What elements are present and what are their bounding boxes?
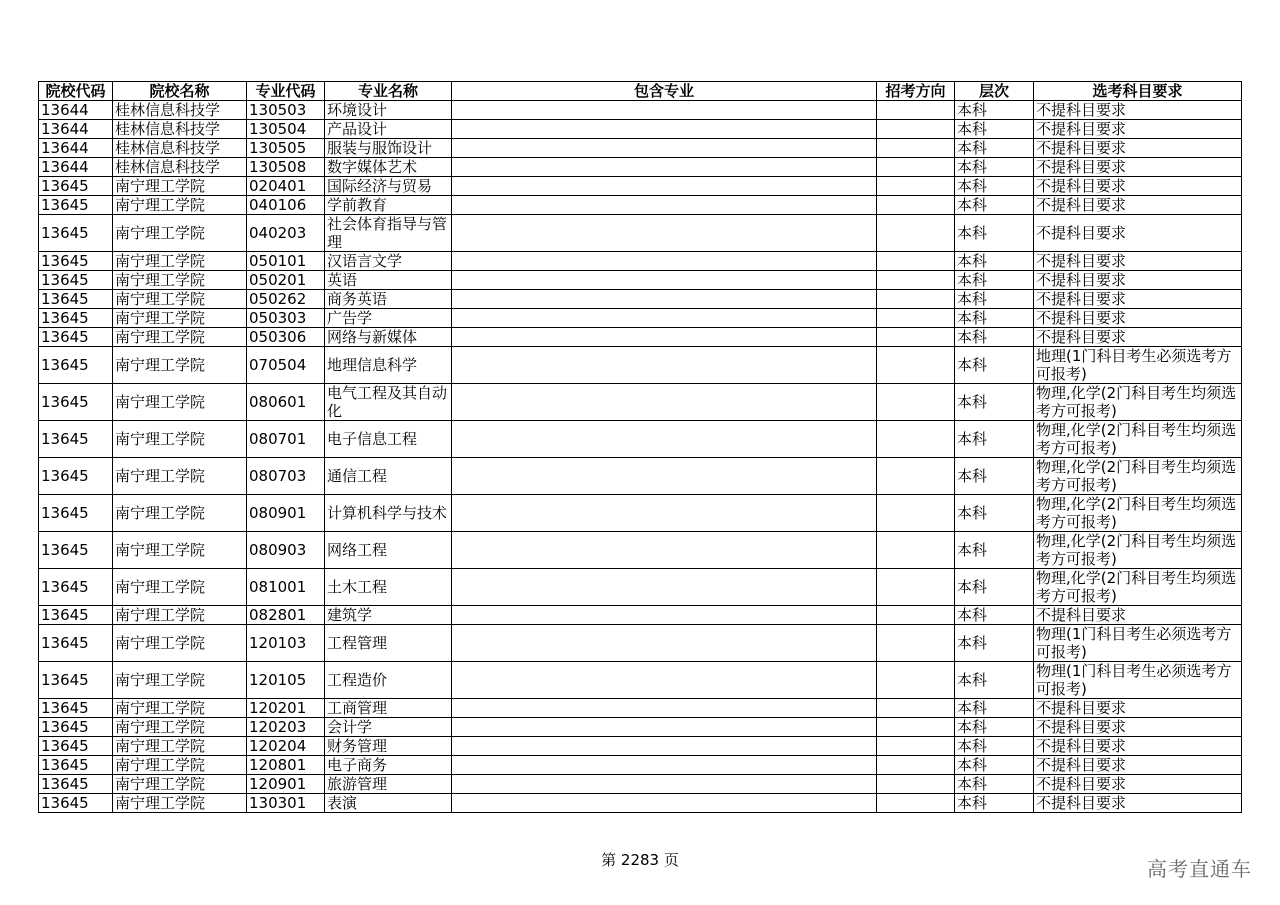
table-row <box>39 384 1242 421</box>
included-majors-cell <box>452 569 877 606</box>
direction-cell <box>877 775 955 794</box>
school-name-cell: 桂林信息科技学 <box>113 139 247 158</box>
level-cell: 本科 <box>955 421 1034 458</box>
table-row <box>39 252 1242 271</box>
school-name-cell: 南宁理工学院 <box>113 309 247 328</box>
major-name-cell: 通信工程 <box>325 458 452 495</box>
subject-requirement-cell: 不提科目要求 <box>1034 290 1242 309</box>
major-name-cell: 建筑学 <box>325 606 452 625</box>
table-row <box>39 756 1242 775</box>
school-code-cell: 13645 <box>39 794 113 813</box>
level-cell: 本科 <box>955 569 1034 606</box>
direction-cell <box>877 252 955 271</box>
school-name-cell: 南宁理工学院 <box>113 215 247 252</box>
table-row <box>39 495 1242 532</box>
direction-cell <box>877 158 955 177</box>
direction-cell <box>877 495 955 532</box>
table-row <box>39 737 1242 756</box>
major-code-cell: 070504 <box>247 347 325 384</box>
direction-cell <box>877 662 955 699</box>
school-name-cell: 南宁理工学院 <box>113 756 247 775</box>
subject-requirement-cell: 不提科目要求 <box>1034 215 1242 252</box>
major-name-cell: 土木工程 <box>325 569 452 606</box>
major-code-cell: 050306 <box>247 328 325 347</box>
level-cell: 本科 <box>955 532 1034 569</box>
included-majors-cell <box>452 699 877 718</box>
school-name-cell: 南宁理工学院 <box>113 290 247 309</box>
major-code-cell: 080601 <box>247 384 325 421</box>
subject-requirement-cell: 不提科目要求 <box>1034 699 1242 718</box>
school-code-cell: 13645 <box>39 252 113 271</box>
header-school-name: 院校名称 <box>113 82 247 101</box>
major-code-cell: 040203 <box>247 215 325 252</box>
direction-cell <box>877 290 955 309</box>
major-name-cell: 旅游管理 <box>325 775 452 794</box>
table-row <box>39 794 1242 813</box>
level-cell: 本科 <box>955 699 1034 718</box>
school-code-cell: 13645 <box>39 532 113 569</box>
included-majors-cell <box>452 158 877 177</box>
level-cell: 本科 <box>955 290 1034 309</box>
subject-requirement-cell: 物理(1门科目考生必须选考方可报考) <box>1034 662 1242 699</box>
major-code-cell: 080903 <box>247 532 325 569</box>
school-code-cell: 13645 <box>39 662 113 699</box>
subject-requirement-cell: 物理,化学(2门科目考生均须选考方可报考) <box>1034 384 1242 421</box>
school-name-cell: 南宁理工学院 <box>113 606 247 625</box>
major-code-cell: 050303 <box>247 309 325 328</box>
subject-requirement-cell: 不提科目要求 <box>1034 756 1242 775</box>
subject-requirement-cell: 不提科目要求 <box>1034 775 1242 794</box>
direction-cell <box>877 737 955 756</box>
major-code-cell: 080901 <box>247 495 325 532</box>
table-row <box>39 421 1242 458</box>
direction-cell <box>877 328 955 347</box>
major-code-cell: 050262 <box>247 290 325 309</box>
direction-cell <box>877 196 955 215</box>
major-name-cell: 产品设计 <box>325 120 452 139</box>
school-code-cell: 13644 <box>39 120 113 139</box>
school-name-cell: 南宁理工学院 <box>113 347 247 384</box>
school-code-cell: 13645 <box>39 699 113 718</box>
school-code-cell: 13644 <box>39 158 113 177</box>
subject-requirement-cell: 不提科目要求 <box>1034 737 1242 756</box>
subject-requirement-cell: 物理(1门科目考生必须选考方可报考) <box>1034 625 1242 662</box>
table-row <box>39 101 1242 120</box>
header-included-majors: 包含专业 <box>452 82 877 101</box>
included-majors-cell <box>452 421 877 458</box>
major-name-cell: 学前教育 <box>325 196 452 215</box>
school-name-cell: 南宁理工学院 <box>113 699 247 718</box>
major-name-cell: 广告学 <box>325 309 452 328</box>
major-name-cell: 计算机科学与技术 <box>325 495 452 532</box>
school-name-cell: 南宁理工学院 <box>113 625 247 662</box>
major-code-cell: 120901 <box>247 775 325 794</box>
major-name-cell: 环境设计 <box>325 101 452 120</box>
direction-cell <box>877 625 955 662</box>
major-name-cell: 商务英语 <box>325 290 452 309</box>
page-number: 第 2283 页 <box>601 851 679 869</box>
direction-cell <box>877 718 955 737</box>
subject-requirement-cell: 物理,化学(2门科目考生均须选考方可报考) <box>1034 569 1242 606</box>
table-row <box>39 120 1242 139</box>
school-name-cell: 南宁理工学院 <box>113 177 247 196</box>
school-code-cell: 13645 <box>39 177 113 196</box>
table-row <box>39 196 1242 215</box>
school-name-cell: 南宁理工学院 <box>113 794 247 813</box>
school-name-cell: 南宁理工学院 <box>113 421 247 458</box>
included-majors-cell <box>452 606 877 625</box>
direction-cell <box>877 794 955 813</box>
school-name-cell: 南宁理工学院 <box>113 737 247 756</box>
school-name-cell: 南宁理工学院 <box>113 569 247 606</box>
direction-cell <box>877 569 955 606</box>
level-cell: 本科 <box>955 756 1034 775</box>
major-name-cell: 网络工程 <box>325 532 452 569</box>
subject-requirement-cell: 物理,化学(2门科目考生均须选考方可报考) <box>1034 458 1242 495</box>
major-code-cell: 020401 <box>247 177 325 196</box>
level-cell: 本科 <box>955 101 1034 120</box>
level-cell: 本科 <box>955 271 1034 290</box>
table-row <box>39 662 1242 699</box>
table-row <box>39 328 1242 347</box>
school-code-cell: 13645 <box>39 495 113 532</box>
major-code-cell: 120201 <box>247 699 325 718</box>
header-school-code: 院校代码 <box>39 82 113 101</box>
major-code-cell: 082801 <box>247 606 325 625</box>
direction-cell <box>877 271 955 290</box>
school-code-cell: 13645 <box>39 606 113 625</box>
direction-cell <box>877 756 955 775</box>
major-name-cell: 电子信息工程 <box>325 421 452 458</box>
major-name-cell: 社会体育指导与管理 <box>325 215 452 252</box>
school-code-cell: 13645 <box>39 309 113 328</box>
direction-cell <box>877 139 955 158</box>
school-code-cell: 13645 <box>39 215 113 252</box>
school-code-cell: 13645 <box>39 421 113 458</box>
subject-requirement-cell: 不提科目要求 <box>1034 328 1242 347</box>
direction-cell <box>877 384 955 421</box>
direction-cell <box>877 606 955 625</box>
school-name-cell: 南宁理工学院 <box>113 328 247 347</box>
major-code-cell: 130508 <box>247 158 325 177</box>
subject-requirement-cell: 不提科目要求 <box>1034 252 1242 271</box>
subject-requirement-cell: 物理,化学(2门科目考生均须选考方可报考) <box>1034 495 1242 532</box>
school-code-cell: 13645 <box>39 290 113 309</box>
header-level: 层次 <box>955 82 1034 101</box>
major-name-cell: 英语 <box>325 271 452 290</box>
table-row <box>39 775 1242 794</box>
included-majors-cell <box>452 625 877 662</box>
major-code-cell: 120801 <box>247 756 325 775</box>
school-name-cell: 南宁理工学院 <box>113 775 247 794</box>
subject-requirement-cell: 不提科目要求 <box>1034 120 1242 139</box>
included-majors-cell <box>452 794 877 813</box>
subject-requirement-cell: 不提科目要求 <box>1034 606 1242 625</box>
major-name-cell: 服装与服饰设计 <box>325 139 452 158</box>
major-name-cell: 数字媒体艺术 <box>325 158 452 177</box>
major-name-cell: 网络与新媒体 <box>325 328 452 347</box>
school-name-cell: 桂林信息科技学 <box>113 101 247 120</box>
major-name-cell: 表演 <box>325 794 452 813</box>
included-majors-cell <box>452 252 877 271</box>
direction-cell <box>877 699 955 718</box>
level-cell: 本科 <box>955 215 1034 252</box>
table-row <box>39 347 1242 384</box>
school-code-cell: 13644 <box>39 139 113 158</box>
school-name-cell: 南宁理工学院 <box>113 252 247 271</box>
table-row <box>39 458 1242 495</box>
included-majors-cell <box>452 196 877 215</box>
major-name-cell: 地理信息科学 <box>325 347 452 384</box>
major-code-cell: 050101 <box>247 252 325 271</box>
major-code-cell: 130505 <box>247 139 325 158</box>
school-name-cell: 南宁理工学院 <box>113 532 247 569</box>
table-row <box>39 606 1242 625</box>
direction-cell <box>877 309 955 328</box>
subject-requirement-cell: 不提科目要求 <box>1034 177 1242 196</box>
included-majors-cell <box>452 328 877 347</box>
table-row <box>39 177 1242 196</box>
direction-cell <box>877 421 955 458</box>
direction-cell <box>877 532 955 569</box>
school-name-cell: 桂林信息科技学 <box>113 158 247 177</box>
direction-cell <box>877 458 955 495</box>
included-majors-cell <box>452 458 877 495</box>
major-name-cell: 工商管理 <box>325 699 452 718</box>
included-majors-cell <box>452 271 877 290</box>
included-majors-cell <box>452 177 877 196</box>
school-code-cell: 13645 <box>39 196 113 215</box>
table-row <box>39 569 1242 606</box>
included-majors-cell <box>452 532 877 569</box>
subject-requirement-cell: 不提科目要求 <box>1034 196 1242 215</box>
level-cell: 本科 <box>955 347 1034 384</box>
major-name-cell: 财务管理 <box>325 737 452 756</box>
level-cell: 本科 <box>955 775 1034 794</box>
header-direction: 招考方向 <box>877 82 955 101</box>
subject-requirement-cell: 不提科目要求 <box>1034 309 1242 328</box>
major-name-cell: 汉语言文学 <box>325 252 452 271</box>
included-majors-cell <box>452 215 877 252</box>
major-name-cell: 工程管理 <box>325 625 452 662</box>
major-code-cell: 120204 <box>247 737 325 756</box>
school-code-cell: 13645 <box>39 756 113 775</box>
direction-cell <box>877 177 955 196</box>
table-row <box>39 718 1242 737</box>
table-row <box>39 158 1242 177</box>
school-code-cell: 13645 <box>39 625 113 662</box>
subject-requirement-cell: 地理(1门科目考生必须选考方可报考) <box>1034 347 1242 384</box>
subject-requirement-cell: 不提科目要求 <box>1034 718 1242 737</box>
included-majors-cell <box>452 495 877 532</box>
included-majors-cell <box>452 309 877 328</box>
included-majors-cell <box>452 120 877 139</box>
major-code-cell: 130503 <box>247 101 325 120</box>
included-majors-cell <box>452 718 877 737</box>
table-row <box>39 290 1242 309</box>
level-cell: 本科 <box>955 606 1034 625</box>
included-majors-cell <box>452 775 877 794</box>
school-code-cell: 13645 <box>39 737 113 756</box>
level-cell: 本科 <box>955 458 1034 495</box>
level-cell: 本科 <box>955 625 1034 662</box>
major-code-cell: 130504 <box>247 120 325 139</box>
school-name-cell: 南宁理工学院 <box>113 384 247 421</box>
school-name-cell: 南宁理工学院 <box>113 718 247 737</box>
major-code-cell: 040106 <box>247 196 325 215</box>
level-cell: 本科 <box>955 139 1034 158</box>
included-majors-cell <box>452 756 877 775</box>
school-code-cell: 13645 <box>39 271 113 290</box>
subject-requirement-cell: 不提科目要求 <box>1034 158 1242 177</box>
level-cell: 本科 <box>955 158 1034 177</box>
major-code-cell: 130301 <box>247 794 325 813</box>
major-code-cell: 120203 <box>247 718 325 737</box>
major-name-cell: 电气工程及其自动化 <box>325 384 452 421</box>
level-cell: 本科 <box>955 309 1034 328</box>
level-cell: 本科 <box>955 177 1034 196</box>
level-cell: 本科 <box>955 662 1034 699</box>
table-row <box>39 699 1242 718</box>
header-subject-requirement: 选考科目要求 <box>1034 82 1242 101</box>
school-name-cell: 南宁理工学院 <box>113 495 247 532</box>
school-code-cell: 13645 <box>39 328 113 347</box>
school-code-cell: 13645 <box>39 775 113 794</box>
table-row <box>39 215 1242 252</box>
school-code-cell: 13645 <box>39 458 113 495</box>
table-row <box>39 139 1242 158</box>
included-majors-cell <box>452 384 877 421</box>
direction-cell <box>877 101 955 120</box>
header-major-code: 专业代码 <box>247 82 325 101</box>
major-code-cell: 080703 <box>247 458 325 495</box>
table-row <box>39 309 1242 328</box>
direction-cell <box>877 215 955 252</box>
school-name-cell: 南宁理工学院 <box>113 458 247 495</box>
major-name-cell: 电子商务 <box>325 756 452 775</box>
included-majors-cell <box>452 101 877 120</box>
level-cell: 本科 <box>955 384 1034 421</box>
major-code-cell: 120105 <box>247 662 325 699</box>
table-body <box>39 101 1242 813</box>
school-code-cell: 13645 <box>39 347 113 384</box>
subject-requirement-cell: 物理,化学(2门科目考生均须选考方可报考) <box>1034 532 1242 569</box>
major-name-cell: 国际经济与贸易 <box>325 177 452 196</box>
school-code-cell: 13645 <box>39 718 113 737</box>
school-name-cell: 南宁理工学院 <box>113 662 247 699</box>
watermark: 高考直通车 <box>1147 857 1252 881</box>
table-header-row <box>39 82 1242 101</box>
school-code-cell: 13645 <box>39 569 113 606</box>
subject-requirement-cell: 不提科目要求 <box>1034 101 1242 120</box>
major-code-cell: 050201 <box>247 271 325 290</box>
level-cell: 本科 <box>955 196 1034 215</box>
included-majors-cell <box>452 662 877 699</box>
included-majors-cell <box>452 290 877 309</box>
table-row <box>39 625 1242 662</box>
school-code-cell: 13644 <box>39 101 113 120</box>
table-row <box>39 532 1242 569</box>
subject-requirement-cell: 不提科目要求 <box>1034 794 1242 813</box>
major-name-cell: 会计学 <box>325 718 452 737</box>
level-cell: 本科 <box>955 718 1034 737</box>
school-name-cell: 桂林信息科技学 <box>113 120 247 139</box>
header-major-name: 专业名称 <box>325 82 452 101</box>
school-name-cell: 南宁理工学院 <box>113 196 247 215</box>
subject-requirement-cell: 不提科目要求 <box>1034 139 1242 158</box>
table-row <box>39 271 1242 290</box>
included-majors-cell <box>452 139 877 158</box>
major-code-cell: 081001 <box>247 569 325 606</box>
admission-table <box>38 81 1242 813</box>
level-cell: 本科 <box>955 328 1034 347</box>
major-code-cell: 120103 <box>247 625 325 662</box>
level-cell: 本科 <box>955 737 1034 756</box>
major-name-cell: 工程造价 <box>325 662 452 699</box>
level-cell: 本科 <box>955 252 1034 271</box>
level-cell: 本科 <box>955 495 1034 532</box>
level-cell: 本科 <box>955 794 1034 813</box>
major-code-cell: 080701 <box>247 421 325 458</box>
subject-requirement-cell: 物理,化学(2门科目考生均须选考方可报考) <box>1034 421 1242 458</box>
subject-requirement-cell: 不提科目要求 <box>1034 271 1242 290</box>
school-name-cell: 南宁理工学院 <box>113 271 247 290</box>
level-cell: 本科 <box>955 120 1034 139</box>
included-majors-cell <box>452 737 877 756</box>
direction-cell <box>877 347 955 384</box>
included-majors-cell <box>452 347 877 384</box>
school-code-cell: 13645 <box>39 384 113 421</box>
direction-cell <box>877 120 955 139</box>
